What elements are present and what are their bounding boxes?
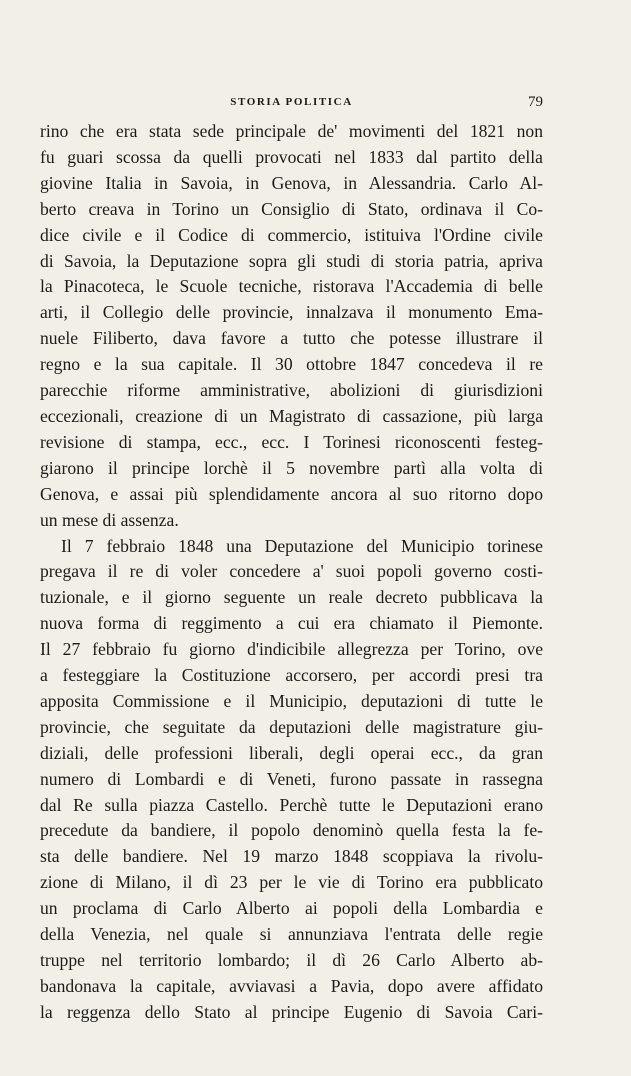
paragraph [40, 534, 543, 1026]
text-line: nuova forma di reggimento a cui era chiamato il Piemonte. [40, 613, 543, 634]
text-line: un proclama di Carlo Alberto ai popoli della Lombardia e [40, 898, 543, 919]
text-line: pregava il re di voler concedere a' suoi popoli governo costi- [40, 561, 543, 582]
page-number: 79 [528, 94, 543, 110]
text-line: zione di Milano, il dì 23 per le vie di Torino era pubblicato [40, 872, 543, 893]
text-line: tuzionale, e il giorno seguente un reale decreto pubblicava la [40, 587, 543, 608]
text-line: berto creava in Torino un Consiglio di Stato, ordinava il Co- [40, 198, 543, 219]
paragraph [40, 119, 543, 534]
text-line: sta delle bandiere. Nel 19 marzo 1848 scoppiava la rivolu- [40, 846, 543, 867]
text-line: truppe nel territorio lombardo; il dì 26 Carlo Alberto ab- [40, 950, 543, 970]
text-line: di Savoia, la Deputazione sopra gli studi di storia patria, apriva [40, 250, 543, 271]
text-line: giarono il principe lorchè il 5 novembre partì alla volta di [40, 457, 543, 478]
text-line: bandonava la capitale, avviavasi a Pavia, dopo avere affidato [40, 975, 543, 996]
text-line: provincie, che seguitate da deputazioni delle magistrature giu- [40, 716, 543, 737]
text-line: parecchie riforme amministrative, abolizioni di giurisdizioni [40, 380, 543, 401]
text-line: numero di Lombardi e di Veneti, furono passate in rassegna [40, 768, 543, 789]
text-line: Il 7 febbraio 1848 una Deputazione del Municipio torinese [61, 535, 543, 556]
text-line: la Pinacoteca, le Scuole tecniche, ristorava l'Accademia di belle [40, 276, 543, 297]
text-line: la reggenza dello Stato al principe Eugenio di Savoia Cari- [40, 1001, 543, 1022]
text-line: un mese di assenza. [40, 509, 179, 530]
text-line: dal Re sulla piazza Castello. Perchè tutte le Deputazioni erano [40, 794, 543, 815]
text-line: nuele Filiberto, dava favore a tutto che potesse illustrare il [40, 328, 543, 349]
text-line: arti, il Collegio delle provincie, innalzava il monumento Ema- [40, 302, 543, 323]
text-line: Genova, e assai più splendidamente ancora al suo ritorno dopo [40, 483, 543, 504]
running-head [40, 92, 543, 112]
text-line: della Venezia, nel quale si annunziava l'entrata delle regie [40, 924, 543, 945]
text-line: precedute da bandiere, il popolo denominò quella festa la fe- [40, 820, 543, 841]
text-line: fu guari scossa da quelli provocati nel 1833 dal partito della [40, 146, 543, 167]
text-line: Il 27 febbraio fu giorno d'indicibile allegrezza per Torino, ove [40, 639, 543, 660]
body-text [40, 119, 543, 1026]
text-line: diziali, delle professioni liberali, degli operai ecc., da gran [40, 742, 543, 763]
text-line: giovine Italia in Savoia, in Genova, in Alessandria. Carlo Al- [40, 172, 543, 193]
text-line: rino che era stata sede principale de' movimenti del 1821 non [40, 121, 543, 141]
text-line: dice civile e il Codice di commercio, istituiva l'Ordine civile [40, 224, 543, 245]
text-line: regno e la sua capitale. Il 30 ottobre 1847 concedeva il re [40, 354, 543, 375]
text-line: eccezionali, creazione di un Magistrato di cassazione, più larga [40, 405, 543, 426]
text-line: apposita Commissione e il Municipio, deputazioni di tutte le [40, 690, 543, 711]
text-line: a festeggiare la Costituzione accorsero, per accordi presi tra [40, 665, 543, 686]
running-title: STORIA POLITICA [230, 96, 353, 108]
text-line: revisione di stampa, ecc., ecc. I Torinesi riconoscenti festeg- [40, 431, 543, 452]
